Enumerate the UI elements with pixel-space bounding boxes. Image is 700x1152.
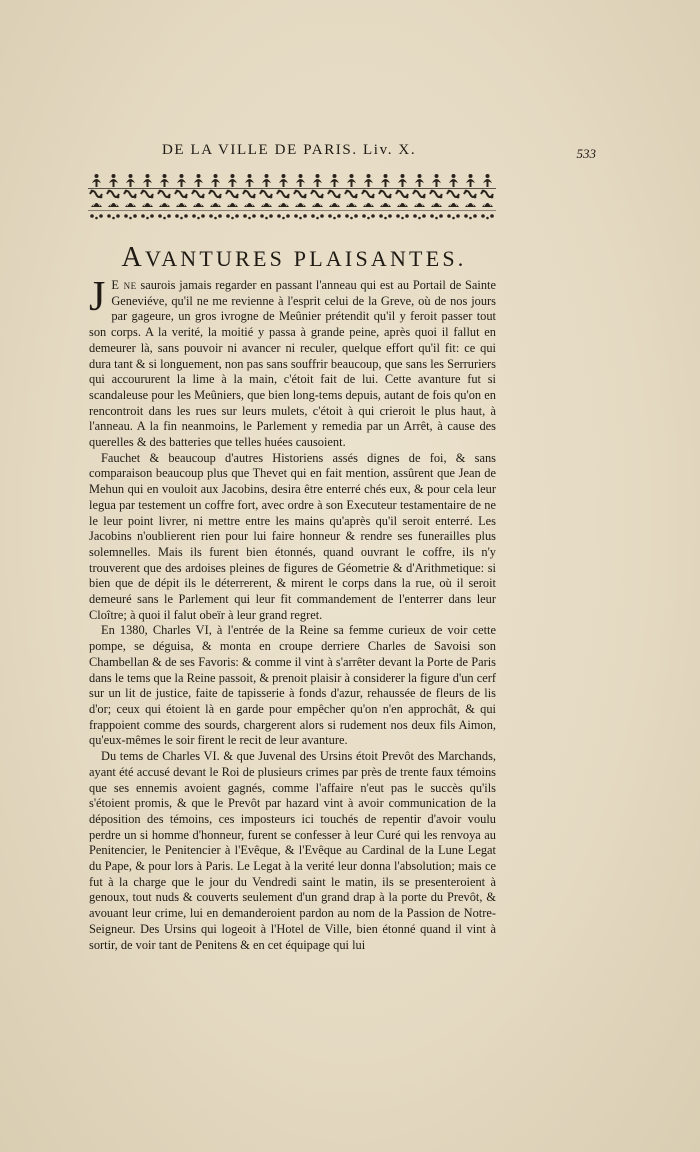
paragraph-4: Du tems de Charles VI. & que Juvenal des Ursins étoit Prevôt des Marchands, ayant été accusé devant le Roi de plusieurs crimes par près de trente faux témoins que ses ennemis avoient gagnés, comme l'affaire n'eut pas le succès qu'ils s'étoient promis, & que le Prevôt par hazard vint à avoir communication de la déposition des témoins, ces imposteurs ici touchés de repentir d'avoir voulu perdre un si homme d'honneur, furent se confesser à leur Curé qui les renvoya au Penitencier, le Penitencier à l'Evêque, & l'Evêque au Cardinal de la Lune Legat du Pape, & pour lors à Paris. Le Legat à la verité leur donna l'absolution; mais ce fut à la charge que le jour du Vendredi saint le matin, ils se presenteroient à genoux, tout nuds & couverts seulement d'un grand drap à la porte du Prevôt, & avouant leur crime, lui en demanderoient pardon au nom de la Passion de Notre-Seigneur. Des Ursins qui logeoit à l'Hotel de Ville, bien étonné quand il vint à sortir, de voir tant de Penitens & en cet équipage qui lui bbox=[89, 749, 496, 952]
running-title: DE LA VILLE DE PARIS. Liv. X. bbox=[162, 142, 417, 158]
drop-cap: J bbox=[89, 274, 106, 320]
paragraph-1-text: saurois jamais regarder en passant l'anneau qui est au Portail de Sainte Geneviéve, qu'il ne me revienne à l'esprit celui de la Greve, où de nos jours par gageure, un gros ivrogne de Meûnier prétendit qu'il y feroit passer tout son corps. A la verité, la moitié y passa à grande peine, après quoi il fallut en demeurer là, sans pouvoir ni avancer ni reculer, quelque effort qu'il fit: ce qui dura tant & si longuement, non pas sans souffrir beaucoup, que sans les Serruriers qui accoururent la lime à la main, c'étoit fait de lui. Cette avanture fut si scandaleuse pour les Meûniers, que bien long-tems depuis, autant de fois qu'on en rencontroit dans les rues sur leurs mulets, c'étoit à qui crieroit le plus haut, à l'anneau. A la fin neanmoins, le Parlement y remedia par un Arrêt, à cause des querelles & des batteries que telles huées causoient. bbox=[89, 278, 496, 450]
body-text bbox=[89, 274, 496, 953]
paragraph-3: En 1380, Charles VI, à l'entrée de la Reine sa femme curieux de voir cette pompe, se déguisa, & monta en croupe derriere Charles de Savoisi son Chambellan & de ses Favoris: & comme il vint à s'arrêter devant la Porte de Paris dans le tems que la Reine passoit, & prenoit plaisir à considerer la figure d'un cerf sur un lit de justice, faite de tapisserie à fonds d'azur, rehaussée de fleurs de lis d'or; ceux qui étoient là en garde pour empêcher qu'on n'en approchât, & qui frappoient comme des sourds, chargerent alors si rudement nos deux fils Aimon, qu'eux-mêmes le soir firent le recit de leur avanture. bbox=[89, 623, 496, 748]
paragraph-1 bbox=[89, 274, 496, 451]
fleuron-headpiece-icon bbox=[88, 172, 496, 222]
chapter-title: AVANTURES PLAISANTES. bbox=[121, 242, 467, 273]
running-head bbox=[90, 142, 596, 164]
page-number: 533 bbox=[576, 146, 596, 161]
lead-words: E ne bbox=[111, 278, 137, 292]
paragraph-2: Fauchet & beaucoup d'autres Historiens assés dignes de foi, & sans comparaison beaucoup plus que Thevet qui en fait mention, assûrent que Jean de Mehun qui en vouloit aux Jacobins, desira être enterré chés eux, & pour cela leur legua par testement un coffre fort, avec ordre à son Executeur testamentaire de ne le leur point livrer, ni mettre entre les mains qu'après qu'il seroit enterré. Les Jacobins n'oublierent rien pour lui faire honneur & rendre ses funerailles plus solemnelles. Mais ils furent bien étonnés, quand ouvrant le coffre, ils n'y trouverent que des ardoises pleines de figures de Géometrie & d'Arithmetique: si bien que de dépit ils le déterrerent, & mirent le corps dans la rue, où il seroit demeuré sans le Parlement qui leur fit commandement de l'enterrer dans leur Cloître; à quoi il falut obeïr à leur grand regret. bbox=[89, 450, 496, 622]
